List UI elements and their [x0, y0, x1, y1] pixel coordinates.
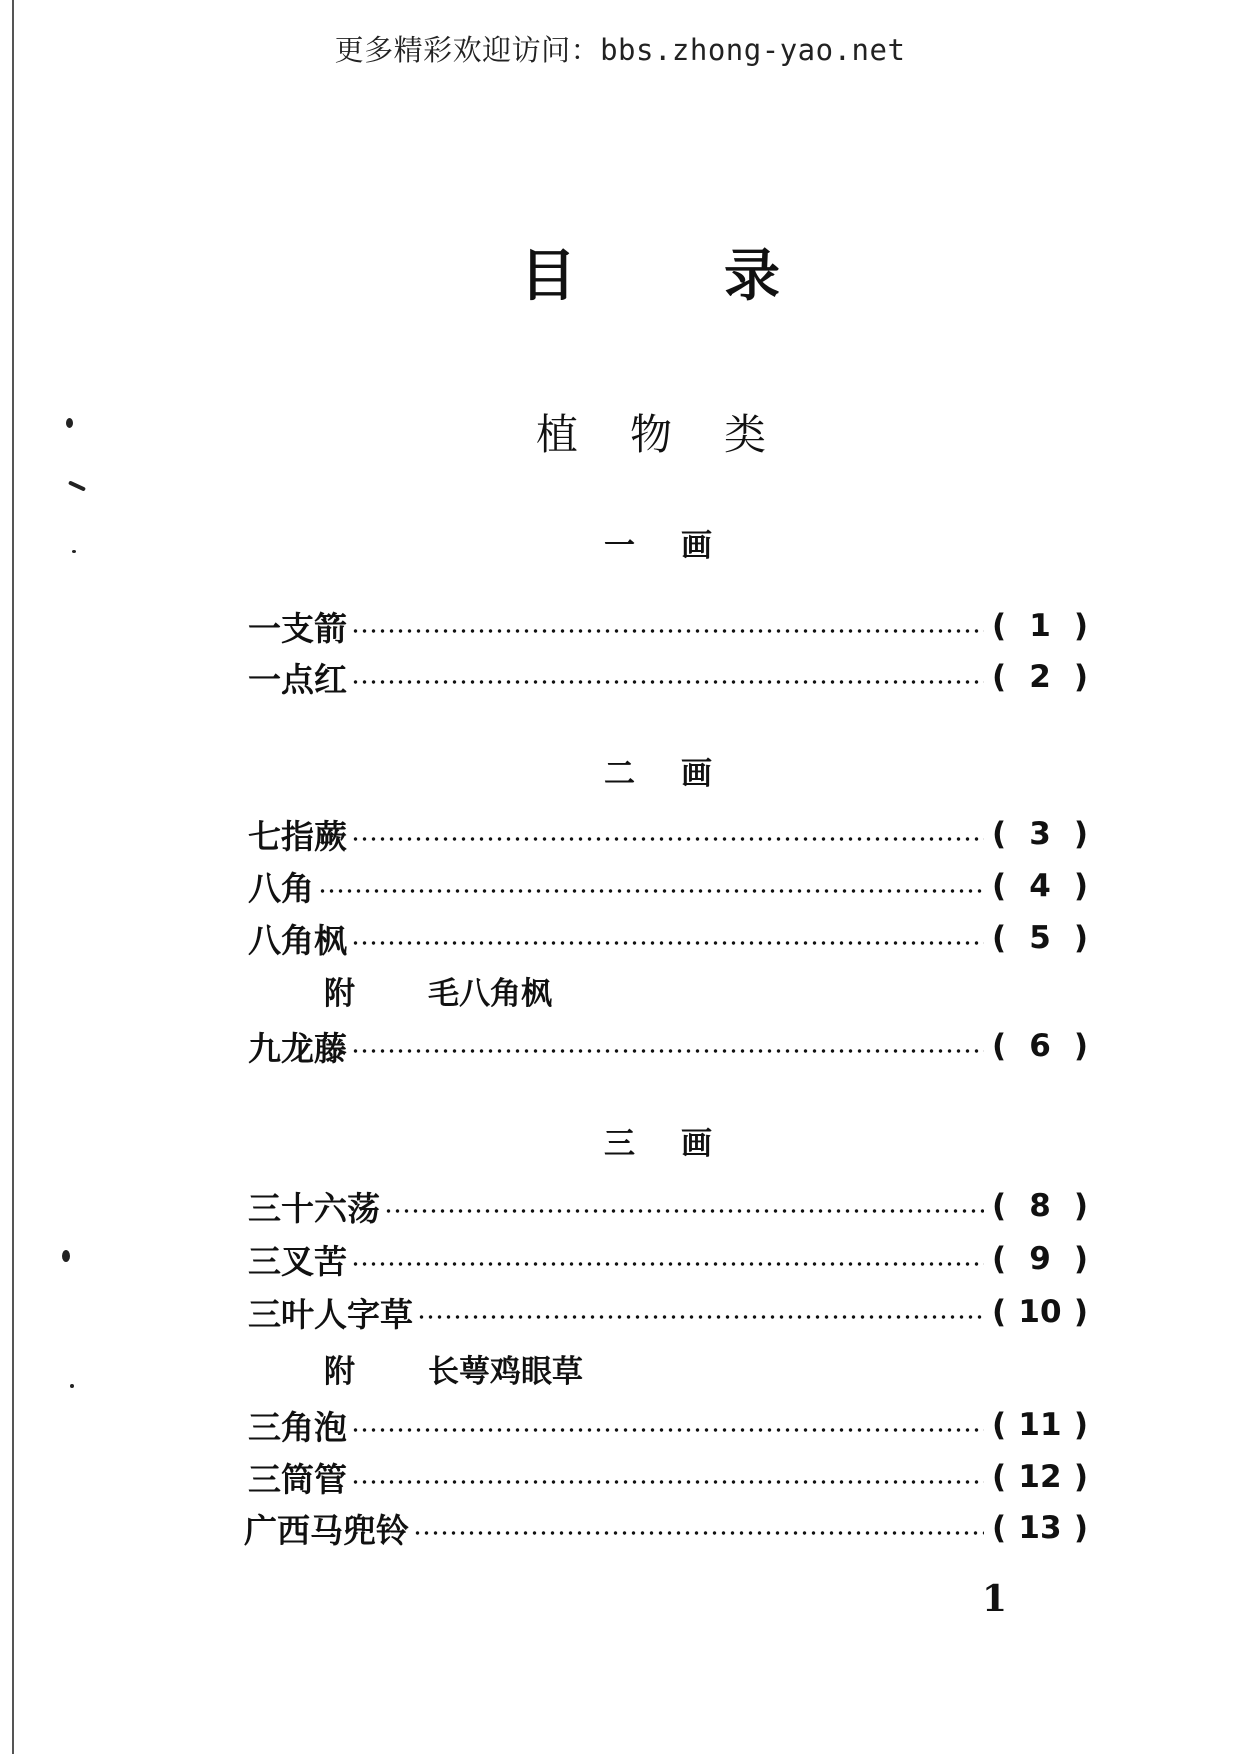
dot-leader: [413, 1531, 984, 1535]
page-reference: ( 4 ): [992, 868, 1088, 904]
entry-name: 八角枫: [248, 920, 347, 960]
entry-name: 毛八角枫: [428, 975, 552, 1012]
page-number: 9: [1029, 1241, 1051, 1277]
section-heading: 二 画: [604, 756, 712, 792]
page-reference: ( 3 ): [992, 816, 1088, 852]
dot-leader: [351, 837, 984, 841]
page-number: 13: [1018, 1510, 1062, 1546]
entry-name: 三筒管: [248, 1459, 347, 1499]
scan-speck: [66, 418, 73, 428]
dot-leader: [351, 941, 984, 945]
toc-sub-entry[interactable]: [324, 1346, 583, 1390]
category-char: 物: [629, 410, 672, 459]
dot-leader: [351, 680, 984, 684]
section-heading: 一 画: [604, 528, 712, 564]
toc-entry[interactable]: [248, 604, 1088, 648]
entry-name: 七指蕨: [248, 816, 347, 856]
appendix-marker: 附: [324, 1353, 355, 1390]
dot-leader: [384, 1209, 984, 1213]
page-number: 12: [1018, 1459, 1062, 1495]
toc-entry[interactable]: [244, 1506, 1088, 1550]
dot-leader: [351, 1262, 984, 1266]
page-reference: ( 13 ): [992, 1510, 1088, 1546]
page-edge-rule: [12, 0, 14, 1754]
toc-entry[interactable]: [248, 1237, 1088, 1281]
toc-entry[interactable]: [248, 1455, 1088, 1499]
toc-entry[interactable]: [248, 655, 1088, 699]
scan-speck: [70, 1384, 74, 1388]
page-reference: ( 9 ): [992, 1241, 1088, 1277]
toc-sub-entry[interactable]: [324, 968, 552, 1012]
page-number: 4: [1029, 868, 1051, 904]
entry-name: 长萼鸡眼草: [428, 1353, 583, 1390]
page-reference: ( 2 ): [992, 659, 1088, 695]
toc-entry[interactable]: [248, 1403, 1088, 1447]
toc-entry[interactable]: [248, 1024, 1088, 1068]
scan-speck: [62, 1250, 70, 1262]
page-number: 11: [1018, 1407, 1062, 1443]
entry-name: 八角: [248, 868, 314, 908]
page-number: 6: [1029, 1028, 1051, 1064]
page-number: 3: [1029, 816, 1051, 852]
entry-name: 九龙藤: [248, 1028, 347, 1068]
entry-name: 一支箭: [248, 608, 347, 648]
page-reference: ( 1 ): [992, 608, 1088, 644]
toc-entry[interactable]: [248, 864, 1088, 908]
dot-leader: [417, 1315, 984, 1319]
entry-name: 三角泡: [248, 1407, 347, 1447]
dot-leader: [351, 1480, 984, 1484]
page-reference: ( 11 ): [992, 1407, 1088, 1443]
dot-leader: [351, 1049, 984, 1053]
entry-name: 广西马兜铃: [244, 1510, 409, 1550]
toc-entry[interactable]: [248, 1184, 1088, 1228]
entry-name: 一点红: [248, 659, 347, 699]
page-number: 10: [1018, 1294, 1062, 1330]
page-reference: ( 12 ): [992, 1459, 1088, 1495]
category-char: 类: [723, 410, 766, 459]
page-number: 8: [1029, 1188, 1051, 1224]
entry-name: 三十六荡: [248, 1188, 380, 1228]
page-number: 2: [1029, 659, 1051, 695]
toc-entry[interactable]: [248, 916, 1088, 960]
appendix-marker: 附: [324, 975, 355, 1012]
toc-entry[interactable]: [248, 812, 1088, 856]
page-number: 5: [1029, 920, 1051, 956]
category-char: 植: [536, 410, 579, 459]
dot-leader: [351, 629, 984, 633]
page-title: [520, 232, 780, 312]
entry-name: 三叶人字草: [248, 1294, 413, 1334]
scan-speck: [68, 480, 86, 491]
page-folio: 1: [982, 1578, 1008, 1620]
page-reference: ( 8 ): [992, 1188, 1088, 1224]
dot-leader: [351, 1428, 984, 1432]
dot-leader: [318, 889, 984, 893]
page-reference: ( 6 ): [992, 1028, 1088, 1064]
page-reference: ( 5 ): [992, 920, 1088, 956]
site-header: 更多精彩欢迎访问：bbs.zhong-yao.net: [334, 33, 906, 67]
category-heading: [536, 402, 766, 462]
page-number: 1: [1029, 608, 1051, 644]
page-reference: ( 10 ): [992, 1294, 1088, 1330]
page-title-char: 目: [520, 244, 576, 309]
entry-name: 三叉苦: [248, 1241, 347, 1281]
toc-entry[interactable]: [248, 1290, 1088, 1334]
scan-speck: [72, 550, 76, 553]
section-heading: 三 画: [604, 1126, 712, 1162]
page-title-char: 录: [724, 244, 780, 309]
